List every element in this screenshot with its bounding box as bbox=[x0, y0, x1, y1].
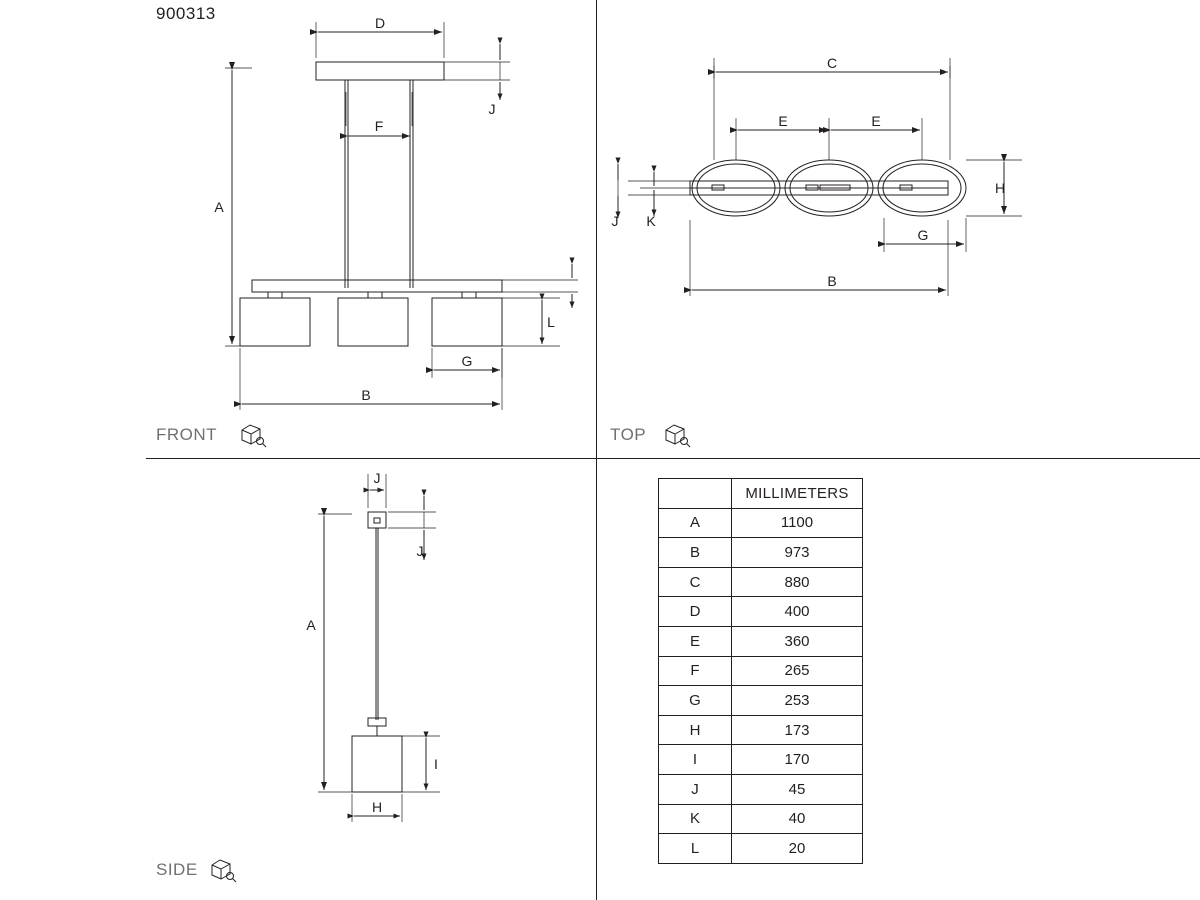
table-cell-letter: C bbox=[659, 567, 732, 597]
dim-label-C: C bbox=[826, 55, 838, 71]
horizontal-divider bbox=[146, 458, 1200, 459]
table-cell-letter: E bbox=[659, 626, 732, 656]
table-cell-letter: J bbox=[659, 774, 732, 804]
dim-label-D: D bbox=[374, 15, 386, 31]
dim-label-F: F bbox=[374, 118, 384, 134]
view-label-top: TOP bbox=[610, 425, 647, 444]
dim-label-B-front: B bbox=[361, 387, 371, 403]
table-cell-value: 253 bbox=[732, 686, 863, 716]
dim-label-J-front: J bbox=[488, 101, 496, 117]
table-row bbox=[659, 745, 863, 775]
part-number: 900313 bbox=[156, 4, 216, 23]
table-cell-value: 265 bbox=[732, 656, 863, 686]
table-cell-value: 400 bbox=[732, 597, 863, 627]
dim-label-B-top: B bbox=[827, 273, 837, 289]
table-row bbox=[659, 656, 863, 686]
table-cell-value: 45 bbox=[732, 774, 863, 804]
dim-label-H-side: H bbox=[371, 799, 383, 815]
table-row bbox=[659, 567, 863, 597]
table-cell-letter: K bbox=[659, 804, 732, 834]
cube-icon-top bbox=[662, 422, 692, 448]
dim-label-L: L bbox=[547, 314, 555, 330]
table-cell-letter: H bbox=[659, 715, 732, 745]
dim-label-E-left: E bbox=[778, 113, 788, 129]
cube-icon-front bbox=[238, 422, 268, 448]
table-row bbox=[659, 508, 863, 538]
table-cell-value: 360 bbox=[732, 626, 863, 656]
dim-label-G-front: G bbox=[461, 353, 473, 369]
vertical-divider bbox=[596, 0, 597, 900]
table-cell-value: 173 bbox=[732, 715, 863, 745]
table-cell-value: 40 bbox=[732, 804, 863, 834]
table-cell-value: 1100 bbox=[732, 508, 863, 538]
table-cell-letter: D bbox=[659, 597, 732, 627]
dimension-table bbox=[658, 478, 863, 864]
table-cell-letter: B bbox=[659, 538, 732, 568]
dim-label-J-top: J bbox=[611, 213, 619, 229]
dim-label-J-side-top: J bbox=[373, 470, 381, 486]
dim-label-K: K bbox=[646, 213, 656, 229]
table-row bbox=[659, 804, 863, 834]
dim-label-J-side-right: J bbox=[416, 543, 424, 559]
dim-label-G-top: G bbox=[917, 227, 929, 243]
table-cell-letter: L bbox=[659, 834, 732, 864]
table-row bbox=[659, 538, 863, 568]
table-header-row bbox=[659, 479, 863, 509]
dim-label-A-side: A bbox=[306, 617, 316, 633]
table-cell-value: 170 bbox=[732, 745, 863, 775]
dim-label-I: I bbox=[434, 756, 438, 772]
table-cell-letter: I bbox=[659, 745, 732, 775]
table-cell-value: 20 bbox=[732, 834, 863, 864]
table-cell-letter: G bbox=[659, 686, 732, 716]
table-cell-letter: A bbox=[659, 508, 732, 538]
table-row bbox=[659, 626, 863, 656]
table-row bbox=[659, 715, 863, 745]
table-row bbox=[659, 597, 863, 627]
table-cell-value: 973 bbox=[732, 538, 863, 568]
dim-label-E-right: E bbox=[871, 113, 881, 129]
table-row bbox=[659, 686, 863, 716]
dim-label-A-front: A bbox=[214, 199, 224, 215]
table-cell-value: 880 bbox=[732, 567, 863, 597]
table-cell-letter: F bbox=[659, 656, 732, 686]
view-label-side: SIDE bbox=[156, 860, 198, 879]
cube-icon-side bbox=[208, 857, 238, 883]
table-row bbox=[659, 774, 863, 804]
dim-label-H-top: H bbox=[994, 180, 1006, 196]
table-header-blank bbox=[659, 479, 732, 509]
view-label-front: FRONT bbox=[156, 425, 218, 444]
table-header-unit: MILLIMETERS bbox=[732, 479, 863, 509]
table-row bbox=[659, 834, 863, 864]
